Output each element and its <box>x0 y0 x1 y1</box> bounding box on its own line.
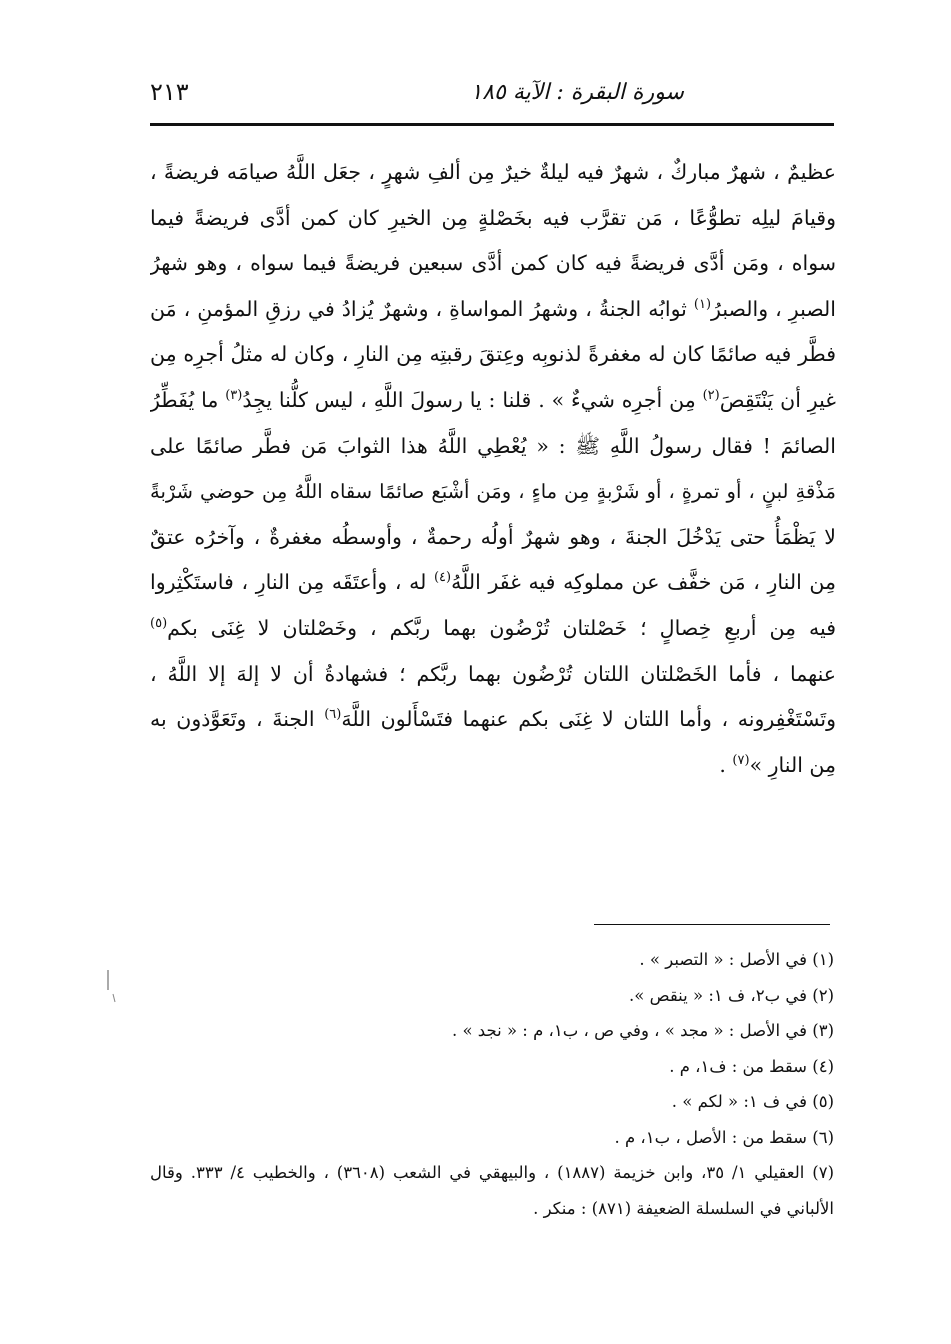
text-line-7: الصائمَ ! فقال رسولُ اللَّهِ ﷺ : « يُعْطِي اللَّهُ هذا الثوابَ مَن فطَّر صائمًا على <box>150 433 836 458</box>
text-line-2: وقيامَ ليلِه تطوُّعًا ، مَن تقرَّب فيه بخَصْلةٍ مِن الخيرِ كان كمن أدَّى فريضةً فيما <box>150 205 836 230</box>
text-segment: مِن أجرِه شيءٌ » . قلنا : يا رسولَ اللَّهِ ، ليس كلُّنا يجِدُ <box>242 387 703 412</box>
footnote-7: (٧) العقيلي ١/ ٣٥، وابن خزيمة (١٨٨٧) ، والبيهقي في الشعب (٣٦٠٨) ، والخطيب ٤/ ٣٣٣. وقال <box>150 1163 834 1182</box>
text-line-13 <box>150 697 836 743</box>
text-segment: غيرِ أن يَنْتَقِصَ <box>719 387 836 412</box>
text-line-4 <box>150 287 836 333</box>
text-segment: ثوابُه الجنةُ ، وشهرُ المواساةِ ، وشهرٌ يُزادُ في رزقِ المؤمنِ ، مَن <box>150 296 694 321</box>
footnote-3: (٣) في الأصل : « مجد » ، وفي ص ، ب١، م : « نجد » . <box>451 1021 834 1040</box>
footnote-marker-5: (٥) <box>150 616 168 632</box>
footnote-marker-3: (٣) <box>225 388 243 404</box>
footnote-2: (٢) في ب٢، ف ١: « ينقص ». <box>629 985 834 1005</box>
footnote-marker-6: (٦) <box>324 707 342 723</box>
footnotes <box>150 942 834 1226</box>
footnote-7-continued: الألباني في السلسلة الضعيفة (٨٧١) : منكر . <box>533 1198 834 1218</box>
footnote-marker-4: (٤) <box>433 570 452 586</box>
text-segment: له ، وأعتَقَه مِن النارِ ، فاستَكْثِروا <box>150 570 434 595</box>
header-rule <box>150 123 834 126</box>
text-segment: الصبرِ ، والصبرُ <box>711 296 836 321</box>
text-segment: وتَسْتَغْفِرونه ، وأما اللتان لا غِنَى بكم عنهما فتَسْأَلون اللَّهَ <box>341 707 836 732</box>
footnote-marker-7: (٧) <box>732 752 750 768</box>
margin-scan-mark <box>104 968 118 1008</box>
footnote-4: (٤) سقط من : ف١، م . <box>669 1056 834 1076</box>
text-segment: مِن النارِ » <box>749 752 836 777</box>
text-line-6 <box>150 378 836 424</box>
footnote-marker-2: (٢) <box>702 388 720 404</box>
page-number: ٢١٣ <box>150 78 189 106</box>
text-line-12: عنهما ، فأما الخَصْلتان اللتان تُرْضُون بهما ربَّكم ؛ فشهادةُ أن لا إلهَ إلا اللَّهُ ، <box>150 661 836 686</box>
text-line-14 <box>150 743 836 789</box>
footnotes-separator <box>594 924 830 925</box>
running-header <box>150 74 834 118</box>
main-text <box>150 150 836 788</box>
footnote-6: (٦) سقط من : الأصل ، ب١، م . <box>614 1127 834 1147</box>
footnote-5: (٥) في ف ١: « لكم » . <box>671 1092 834 1111</box>
text-line-8: مَذْقةِ لبنٍ ، أو تمرةٍ ، أو شَرْبةٍ مِن ماءٍ ، ومَن أشْبَع صائمًا سقاه اللَّهُ مِن حوضي شَرْبةً <box>150 480 836 504</box>
text-line-1: عظيمٌ ، شهرٌ مباركٌ ، شهرٌ فيه ليلةٌ خيرٌ مِن ألفِ شهرٍ ، جعَل اللَّهُ صيامَه فريضةً ، <box>150 160 836 184</box>
text-segment: . <box>719 752 733 777</box>
footnote-1: (١) في الأصل : « التصبر » . <box>639 950 834 969</box>
text-line-9: لا يَظْمَأُ حتى يَدْخُلَ الجنةَ ، وهو شهرٌ أولُه رحمةٌ ، وأوسطُه مغفرةٌ ، وآخرُه عتقٌ <box>150 524 836 549</box>
text-segment: ما يُفَطِّرُ <box>150 387 226 412</box>
text-segment: فيه مِن أربعِ خِصالٍ ؛ خَصْلتان تُرْضُون بهما ربَّكم ، وخَصْلتان لا غِنَى بكم <box>167 615 836 640</box>
text-segment: الجنةَ ، وتَعَوَّذون به <box>150 707 325 732</box>
text-line-10 <box>150 560 836 606</box>
text-line-11 <box>150 606 836 652</box>
text-line-5: فطَّر فيه صائمًا كان له مغفرةً لذنوبِه وعِتقَ رقبتِه مِن النارِ ، وكان له مثلُ أجرِه مِن <box>150 342 836 367</box>
text-line-3: سواه ، ومَن أدَّى فريضةً فيه كان كمن أدَّى سبعين فريضةً فيما سواه ، وهو شهرُ <box>150 251 836 276</box>
text-segment: مِن النارِ ، مَن خفَّف عن مملوكِه فيه غفَر اللَّهُ <box>451 570 836 595</box>
footnote-marker-1: (١) <box>693 296 712 312</box>
running-title: سورة البقرة : الآية ١٨٥ <box>470 80 684 105</box>
